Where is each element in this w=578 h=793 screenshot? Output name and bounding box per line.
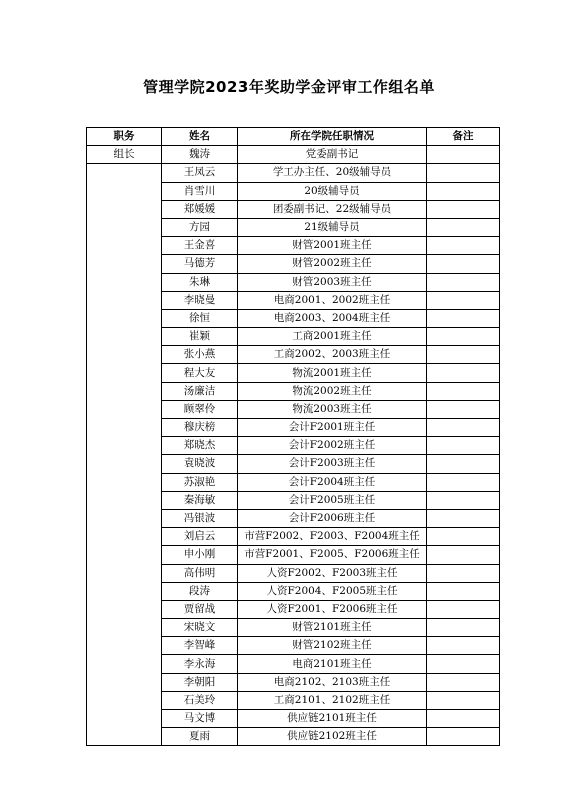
name-cell: 石美玲 [162,691,238,709]
post-cell: 财管2002班主任 [238,255,427,273]
name-cell: 王凤云 [162,164,238,182]
post-cell: 供应链2101班主任 [238,710,427,728]
note-cell [427,509,500,527]
post-cell: 财管2001班主任 [238,237,427,255]
post-cell: 供应链2102班主任 [238,728,427,746]
name-cell: 秦海敏 [162,491,238,509]
name-cell: 李朝阳 [162,673,238,691]
post-cell: 党委副书记 [238,146,427,164]
post-cell: 工商2001班主任 [238,328,427,346]
page-title: 管理学院2023年奖助学金评审工作组名单 [143,78,435,96]
post-cell: 人资F2001、F2006班主任 [238,600,427,618]
name-cell: 段涛 [162,582,238,600]
post-cell: 学工办主任、20级辅导员 [238,164,427,182]
post-cell: 工商2101、2102班主任 [238,691,427,709]
name-cell: 肖雪川 [162,182,238,200]
name-cell: 方园 [162,218,238,236]
name-cell: 高伟明 [162,564,238,582]
post-cell: 会计F2001班主任 [238,419,427,437]
name-cell: 冯银波 [162,509,238,527]
header-name: 姓名 [162,128,238,146]
note-cell [427,255,500,273]
post-cell: 人资F2004、F2005班主任 [238,582,427,600]
name-cell: 郑媛媛 [162,200,238,218]
post-cell: 电商2003、2004班主任 [238,309,427,327]
note-cell [427,237,500,255]
post-cell: 市营F2002、F2003、F2004班主任 [238,528,427,546]
note-cell [427,637,500,655]
post-cell: 会计F2005班主任 [238,491,427,509]
post-cell: 会计F2003班主任 [238,455,427,473]
name-cell: 夏雨 [162,728,238,746]
name-cell: 李永海 [162,655,238,673]
post-cell: 工商2002、2003班主任 [238,346,427,364]
note-cell [427,473,500,491]
header-row [87,128,500,146]
note-cell [427,655,500,673]
name-cell: 宋晓文 [162,619,238,637]
note-cell [427,346,500,364]
post-cell: 20级辅导员 [238,182,427,200]
name-cell: 徐恒 [162,309,238,327]
name-cell: 朱琳 [162,273,238,291]
note-cell [427,491,500,509]
header-post: 所在学院任职情况 [238,128,427,146]
note-cell [427,437,500,455]
post-cell: 会计F2004班主任 [238,473,427,491]
note-cell [427,546,500,564]
name-cell: 袁晓波 [162,455,238,473]
name-cell: 马文博 [162,710,238,728]
post-cell: 电商2102、2103班主任 [238,673,427,691]
note-cell [427,564,500,582]
role-cell [87,164,162,746]
note-cell [427,273,500,291]
name-cell: 马德芳 [162,255,238,273]
note-cell [427,400,500,418]
name-cell: 李智峰 [162,637,238,655]
post-cell: 人资F2002、F2003班主任 [238,564,427,582]
note-cell [427,455,500,473]
post-cell: 会计F2002班主任 [238,437,427,455]
committee-table [86,127,500,746]
post-cell: 财管2101班主任 [238,619,427,637]
name-cell: 张小燕 [162,346,238,364]
note-cell [427,582,500,600]
name-cell: 顾翠伶 [162,400,238,418]
name-cell: 郑晓杰 [162,437,238,455]
table-row [87,164,500,182]
name-cell: 苏淑艳 [162,473,238,491]
post-cell: 电商2001、2002班主任 [238,291,427,309]
name-cell: 贾留战 [162,600,238,618]
post-cell: 团委副书记、22级辅导员 [238,200,427,218]
note-cell [427,710,500,728]
post-cell: 物流2001班主任 [238,364,427,382]
note-cell [427,200,500,218]
note-cell [427,728,500,746]
table-row [87,146,500,164]
post-cell: 物流2003班主任 [238,400,427,418]
name-cell: 程大友 [162,364,238,382]
name-cell: 崔颖 [162,328,238,346]
header-note: 备注 [427,128,500,146]
note-cell [427,528,500,546]
post-cell: 财管2003班主任 [238,273,427,291]
note-cell [427,164,500,182]
name-cell: 王金喜 [162,237,238,255]
note-cell [427,146,500,164]
note-cell [427,382,500,400]
note-cell [427,673,500,691]
role-cell: 组长 [87,146,162,164]
name-cell: 魏涛 [162,146,238,164]
name-cell: 李晓曼 [162,291,238,309]
name-cell: 刘启云 [162,528,238,546]
note-cell [427,328,500,346]
note-cell [427,309,500,327]
post-cell: 会计F2006班主任 [238,509,427,527]
note-cell [427,182,500,200]
header-role: 职务 [87,128,162,146]
note-cell [427,691,500,709]
post-cell: 物流2002班主任 [238,382,427,400]
table-body [87,146,500,746]
post-cell: 21级辅导员 [238,218,427,236]
post-cell: 电商2101班主任 [238,655,427,673]
name-cell: 穆庆榜 [162,419,238,437]
name-cell: 申小刚 [162,546,238,564]
note-cell [427,619,500,637]
post-cell: 市营F2001、F2005、F2006班主任 [238,546,427,564]
note-cell [427,419,500,437]
note-cell [427,600,500,618]
note-cell [427,364,500,382]
post-cell: 财管2102班主任 [238,637,427,655]
note-cell [427,218,500,236]
note-cell [427,291,500,309]
name-cell: 汤廉洁 [162,382,238,400]
